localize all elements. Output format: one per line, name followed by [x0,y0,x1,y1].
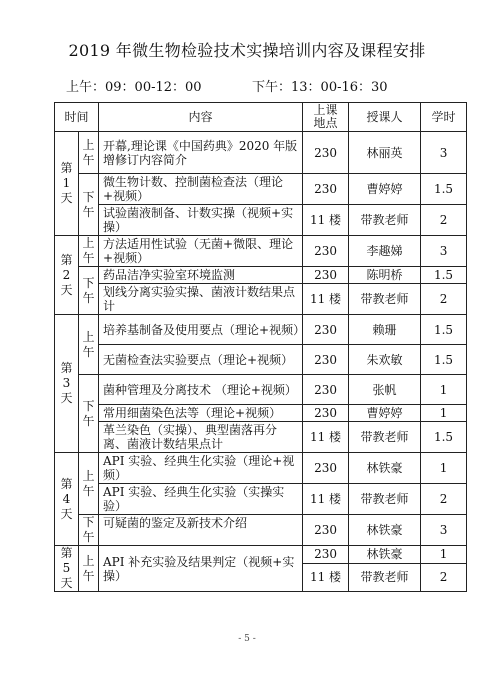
course-content: 划线分离实验实操、菌液计数结果点计 [99,284,303,315]
course-content: 革兰染色（实操）、典型菌落再分离、菌液计数结果点计 [99,422,303,453]
course-hours: 2 [421,484,467,515]
course-teacher: 林铁豪 [349,453,421,484]
header-time: 时间 [55,103,99,132]
course-content: 常用细菌染色法等（理论+视频） [99,405,303,422]
course-room: 11 楼 [303,205,349,236]
course-hours: 1.5 [421,422,467,453]
course-room: 11 楼 [303,563,349,591]
morning-time: 上午：09：00-12：00 [66,80,202,95]
course-room: 230 [303,174,349,205]
course-teacher: 曹婷婷 [349,405,421,422]
course-hours: 1 [421,453,467,484]
course-content: 培养基制备及使用要点（理论+视频） [99,315,303,345]
day-label: 第5天 [55,546,79,592]
half-label: 上午 [79,546,99,592]
course-room: 230 [303,267,349,284]
table-row [55,515,467,546]
course-room: 230 [303,132,349,174]
table-row [55,174,467,205]
course-teacher: 带教老师 [349,205,421,236]
course-hours: 1.5 [421,345,467,375]
course-teacher: 陈明桥 [349,267,421,284]
half-label: 上午 [79,132,99,174]
course-hours: 3 [421,132,467,174]
course-teacher: 朱欢敏 [349,345,421,375]
table-row [55,236,467,267]
course-room: 11 楼 [303,422,349,453]
day-label: 第3天 [55,315,79,453]
table-row [55,345,467,375]
course-content: 药品洁净实验室环境监测 [99,267,303,284]
course-hours: 1.5 [421,267,467,284]
table-row [55,453,467,484]
half-label: 上午 [79,315,99,375]
course-room: 230 [303,453,349,484]
half-label: 上午 [79,236,99,267]
table-row [55,205,467,236]
course-hours: 1 [421,546,467,564]
course-teacher: 带教老师 [349,484,421,515]
course-room: 230 [303,546,349,564]
table-row [55,267,467,284]
course-hours: 1.5 [421,315,467,345]
course-content: API 实验、经典生化实验（实操实验） [99,484,303,515]
table-row [55,315,467,345]
table-row [55,375,467,405]
half-label: 下午 [79,267,99,315]
course-teacher: 林铁豪 [349,515,421,546]
header-content: 内容 [99,103,303,132]
course-hours: 1 [421,405,467,422]
table-row [55,284,467,315]
course-teacher: 带教老师 [349,563,421,591]
course-hours: 3 [421,236,467,267]
course-content: 无菌检查法实验要点（理论+视频） [99,345,303,375]
day-label: 第2天 [55,236,79,315]
course-room: 230 [303,515,349,546]
course-room: 11 楼 [303,284,349,315]
course-room: 230 [303,375,349,405]
course-content: 可疑菌的鉴定及新技术介绍 [99,515,303,546]
course-hours: 1.5 [421,174,467,205]
schedule-times [66,76,388,95]
course-teacher: 赖珊 [349,315,421,345]
course-teacher: 林铁豪 [349,546,421,564]
course-hours: 2 [421,205,467,236]
document-title: 2019 年微生物检验技术实操培训内容及课程安排 [68,41,426,60]
schedule-table [54,102,467,592]
course-room: 230 [303,236,349,267]
half-label: 上午 [79,453,99,515]
header-room: 上课地点 [303,103,349,132]
course-room: 230 [303,405,349,422]
course-teacher: 带教老师 [349,422,421,453]
course-room: 230 [303,315,349,345]
table-row [55,484,467,515]
afternoon-time: 下午：13：00-16：30 [252,80,388,95]
header-hours: 学时 [421,103,467,132]
course-hours: 2 [421,563,467,591]
course-teacher: 李趣娣 [349,236,421,267]
course-teacher: 林丽英 [349,132,421,174]
day-label: 第1天 [55,132,79,236]
page-number: - 5 - [238,634,256,644]
half-label: 下午 [79,375,99,453]
table-row [55,132,467,174]
header-teacher: 授课人 [349,103,421,132]
table-row [55,405,467,422]
table-row [55,546,467,564]
course-content: 微生物计数、控制菌检查法（理论+视频） [99,174,303,205]
course-hours: 3 [421,515,467,546]
course-teacher: 带教老师 [349,284,421,315]
course-content: API 实验、经典生化实验（理论+视频） [99,453,303,484]
course-room: 11 楼 [303,484,349,515]
table-row [55,422,467,453]
course-hours: 1 [421,375,467,405]
header-row [55,103,467,132]
half-label: 下午 [79,174,99,236]
course-content: 方法适用性试验（无菌+微限、理论+视频） [99,236,303,267]
half-label: 下午 [79,515,99,546]
course-hours: 2 [421,284,467,315]
course-content: API 补充实验及结果判定（视频+实操） [99,546,303,592]
course-content: 试验菌液制备、计数实操（视频+实操） [99,205,303,236]
course-room: 230 [303,345,349,375]
course-teacher: 张帆 [349,375,421,405]
course-content: 开幕,理论课《中国药典》2020 年版增修订内容简介 [99,132,303,174]
course-content: 菌种管理及分离技术 （理论+视频） [99,375,303,405]
day-label: 第4天 [55,453,79,546]
course-teacher: 曹婷婷 [349,174,421,205]
